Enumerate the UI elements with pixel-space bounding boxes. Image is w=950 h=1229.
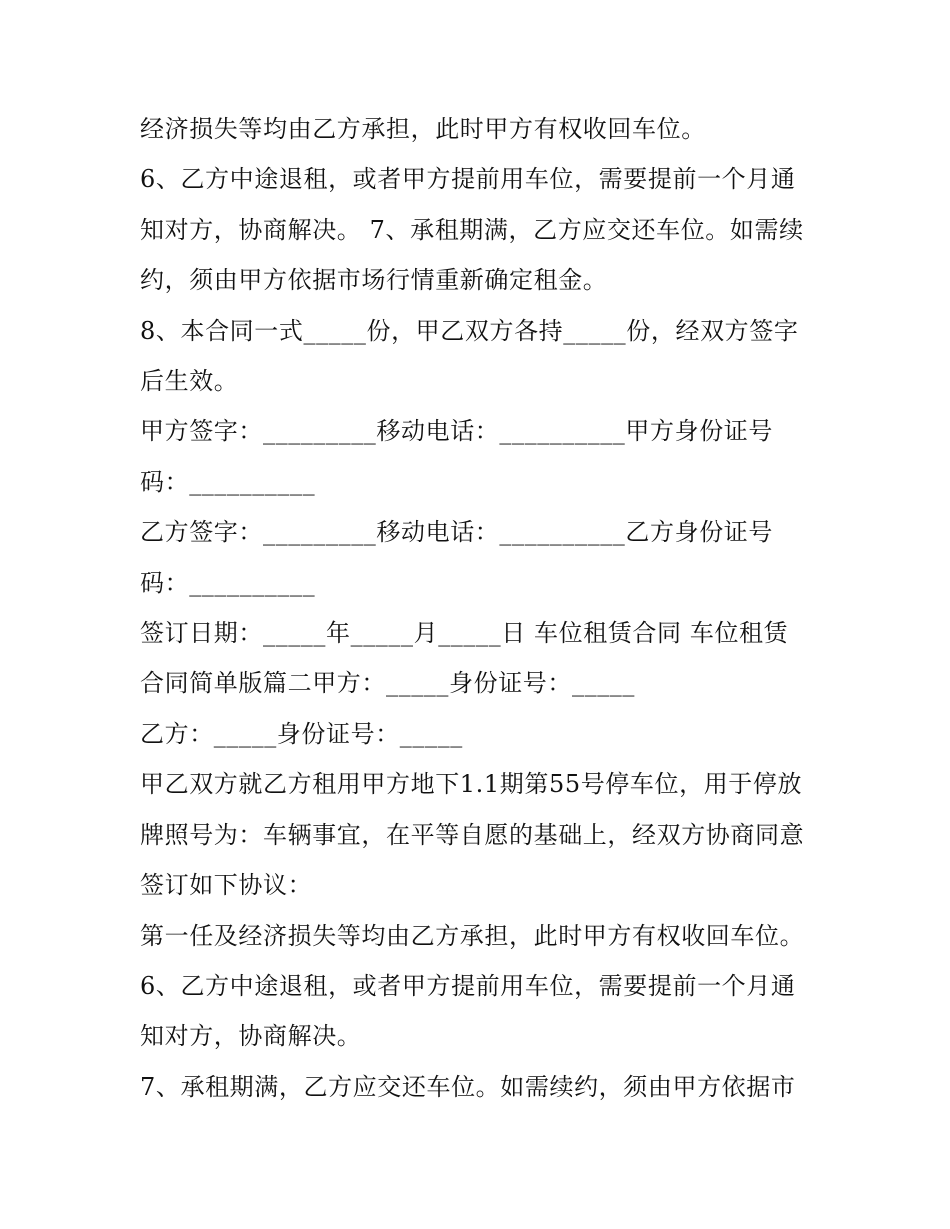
text-line: 约，须由甲方依据市场行情重新确定租金。 <box>140 266 608 295</box>
text-line: 合同简单版篇二甲方：_____身份证号：_____ <box>140 669 635 698</box>
text-line: 知对方，协商解决。 <box>140 1022 362 1051</box>
document-body <box>140 104 830 1112</box>
text-line: 6、乙方中途退租，或者甲方提前用车位，需要提前一个月通 <box>140 165 796 194</box>
text-line: 乙方：_____身份证号：_____ <box>140 719 463 748</box>
text-line: 牌照号为：车辆事宜，在平等自愿的基础上，经双方协商同意 <box>140 820 805 849</box>
text-line: 第一任及经济损失等均由乙方承担，此时甲方有权收回车位。 <box>140 921 805 950</box>
text-line: 乙方签字：_________移动电话：__________乙方身份证号 <box>140 518 773 547</box>
text-line: 后生效。 <box>140 367 239 396</box>
text-line: 码：__________ <box>140 467 316 496</box>
text-line: 8、本合同一式_____份，甲乙双方各持_____份，经双方签字 <box>140 316 799 345</box>
text-line: 甲方签字：_________移动电话：__________甲方身份证号 <box>140 417 773 446</box>
text-line: 7、承租期满，乙方应交还车位。如需续约，须由甲方依据市 <box>140 1072 796 1101</box>
text-line: 经济损失等均由乙方承担，此时甲方有权收回车位。 <box>140 115 706 143</box>
text-line: 签订日期：_____年_____月_____日 车位租赁合同 车位租赁 <box>140 619 789 648</box>
text-line: 知对方，协商解决。 7、承租期满，乙方应交还车位。如需续 <box>140 215 804 244</box>
text-line: 6、乙方中途退租，或者甲方提前用车位，需要提前一个月通 <box>140 971 796 1000</box>
text-line: 码：__________ <box>140 568 316 597</box>
text-line: 甲乙双方就乙方租用甲方地下1.1期第55号停车位，用于停放 <box>140 770 803 799</box>
text-line: 签订如下协议： <box>140 871 313 900</box>
